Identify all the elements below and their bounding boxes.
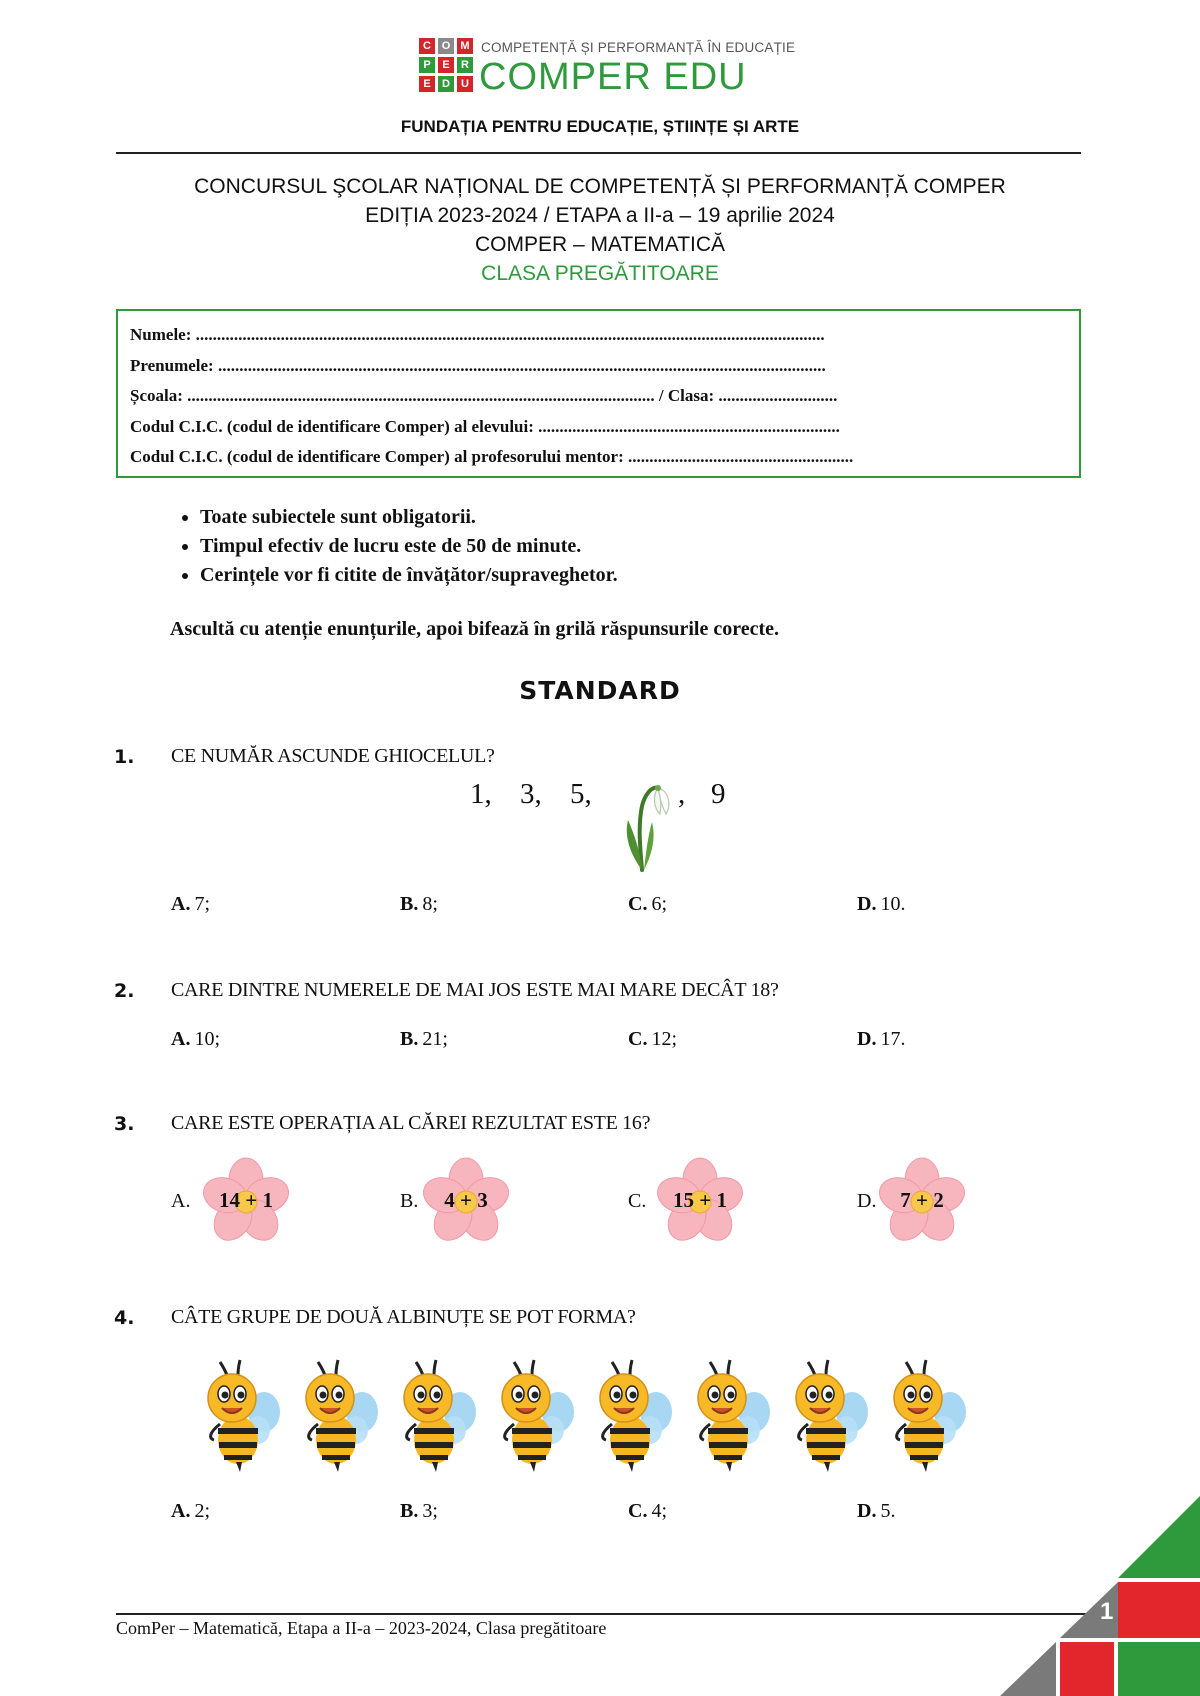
- title-line-3: COMPER – MATEMATICĂ: [474, 233, 726, 256]
- question-number: 2.: [114, 980, 135, 1002]
- title-line-2: EDIȚIA 2023-2024 / ETAPA a II-a – 19 aprilie 2024: [365, 204, 835, 227]
- title-line-1: CONCURSUL ŞCOLAR NAȚIONAL DE COMPETENȚĂ ȘI PERFORMANȚĂ COMPER: [194, 175, 1006, 198]
- snowdrop-flower-icon: [612, 776, 676, 872]
- option-letter[interactable]: B.: [400, 1190, 419, 1212]
- bee-icon: [200, 1354, 286, 1472]
- option-letter[interactable]: D.: [857, 1190, 877, 1212]
- bee-icon: [298, 1354, 384, 1472]
- bee-icon: [690, 1354, 776, 1472]
- comper-logo: [419, 38, 796, 98]
- answer-option-c[interactable]: C. 4;: [628, 1500, 668, 1522]
- foundation-name: FUNDAȚIA PENTRU EDUCAȚIE, ȘTIINȚE ȘI ARTE: [400, 117, 800, 136]
- operation-label: 7 + 2: [900, 1188, 944, 1212]
- flower-option-a[interactable]: [200, 1156, 292, 1248]
- rule-item: • Timpul efectiv de lucru este de 50 de minute.: [200, 532, 618, 561]
- answer-option-b[interactable]: B. 3;: [400, 1500, 438, 1522]
- title-grade: CLASA PREGĂTITOARE: [481, 262, 719, 285]
- question-number: 3.: [114, 1113, 135, 1135]
- bee-icon: [886, 1354, 972, 1472]
- bee-icon: [396, 1354, 482, 1472]
- sequence-number: 1,: [470, 778, 492, 810]
- footer-divider: [116, 1613, 1136, 1615]
- name-field[interactable]: Numele: ....................................................................................................................................................: [130, 325, 825, 344]
- logo-tagline: COMPETENȚĂ ȘI PERFORMANȚĂ ÎN EDUCAȚIE: [481, 40, 796, 55]
- logo-letter: D: [438, 76, 454, 92]
- question-text: CARE DINTRE NUMERELE DE MAI JOS ESTE MAI MARE DECÂT 18?: [171, 979, 779, 1001]
- contest-title: [0, 172, 1200, 288]
- answer-option-c[interactable]: C. 12;: [628, 1028, 678, 1050]
- bee-icon: [788, 1354, 874, 1472]
- logo-letter: C: [419, 38, 435, 54]
- corner-decoration-icon: [990, 1496, 1200, 1696]
- logo-letter: O: [438, 38, 454, 54]
- answer-option-d[interactable]: D. 5.: [857, 1500, 896, 1522]
- logo-letter: E: [419, 76, 435, 92]
- rules-list: [170, 503, 618, 590]
- answer-option-b[interactable]: B. 8;: [400, 893, 438, 915]
- operation-label: 14 + 1: [219, 1188, 273, 1212]
- flower-option-d[interactable]: [876, 1156, 968, 1248]
- sequence-number: 9: [711, 778, 726, 810]
- instruction-text: Ascultă cu atenție enunțurile, apoi bifează în grilă răspunsurile corecte.: [170, 618, 780, 640]
- logo-letter: P: [419, 57, 435, 73]
- option-letter[interactable]: C.: [628, 1190, 647, 1212]
- student-info-box: [116, 309, 1081, 478]
- logo-letter: U: [457, 76, 473, 92]
- bee-group: [200, 1354, 1000, 1472]
- logo-letter: M: [457, 38, 473, 54]
- answer-option-a[interactable]: A. 10;: [171, 1028, 221, 1050]
- footer-text: ComPer – Matematică, Etapa a II-a – 2023-2024, Clasa pregătitoare: [116, 1618, 607, 1638]
- answer-option-c[interactable]: C. 6;: [628, 893, 668, 915]
- question-number: 4.: [114, 1307, 135, 1329]
- question-text: CÂTE GRUPE DE DOUĂ ALBINUȚE SE POT FORMA?: [171, 1306, 636, 1328]
- question-number: 1.: [114, 746, 135, 768]
- header-divider: [116, 152, 1081, 154]
- question-text: CE NUMĂR ASCUNDE GHIOCELUL?: [171, 745, 495, 767]
- sequence-comma: ,: [678, 778, 686, 810]
- operation-label: 4 + 3: [444, 1188, 488, 1212]
- page-number: 1: [1100, 1598, 1114, 1625]
- answer-option-d[interactable]: D. 10.: [857, 893, 906, 915]
- student-cic-field[interactable]: Codul C.I.C. (codul de identificare Comper) al elevului: .......................................................................: [130, 416, 840, 436]
- rule-item: • Cerințele vor fi citite de învățător/supraveghetor.: [200, 561, 618, 590]
- answer-option-b[interactable]: B. 21;: [400, 1028, 448, 1050]
- option-letter[interactable]: A.: [171, 1190, 191, 1212]
- school-class-field[interactable]: Școala: .............................................................................................................. / Clasa: ............................: [130, 386, 838, 405]
- bee-icon: [494, 1354, 580, 1472]
- sequence-number: 3,: [520, 778, 542, 810]
- answer-option-a[interactable]: A. 7;: [171, 893, 211, 915]
- logo-letter: E: [438, 57, 454, 73]
- sequence-number: 5,: [570, 778, 592, 810]
- logo-name: COMPER EDU: [479, 56, 747, 98]
- operation-label: 15 + 1: [673, 1188, 727, 1212]
- logo-letter: R: [457, 57, 473, 73]
- first-name-field[interactable]: Prenumele: ...............................................................................................................................................: [130, 355, 826, 375]
- rule-item: • Toate subiectele sunt obligatorii.: [200, 503, 618, 532]
- mentor-cic-field[interactable]: Codul C.I.C. (codul de identificare Comper) al profesorului mentor: .....................................................: [130, 447, 854, 466]
- flower-option-c[interactable]: [654, 1156, 746, 1248]
- question-text: CARE ESTE OPERAȚIA AL CĂREI REZULTAT ESTE 16?: [171, 1112, 651, 1134]
- answer-option-a[interactable]: A. 2;: [171, 1500, 211, 1522]
- answer-option-d[interactable]: D. 17.: [857, 1028, 906, 1050]
- flower-option-b[interactable]: [420, 1156, 512, 1248]
- section-heading: STANDARD: [519, 676, 681, 705]
- bee-icon: [592, 1354, 678, 1472]
- logo-grid-icon: [419, 38, 471, 94]
